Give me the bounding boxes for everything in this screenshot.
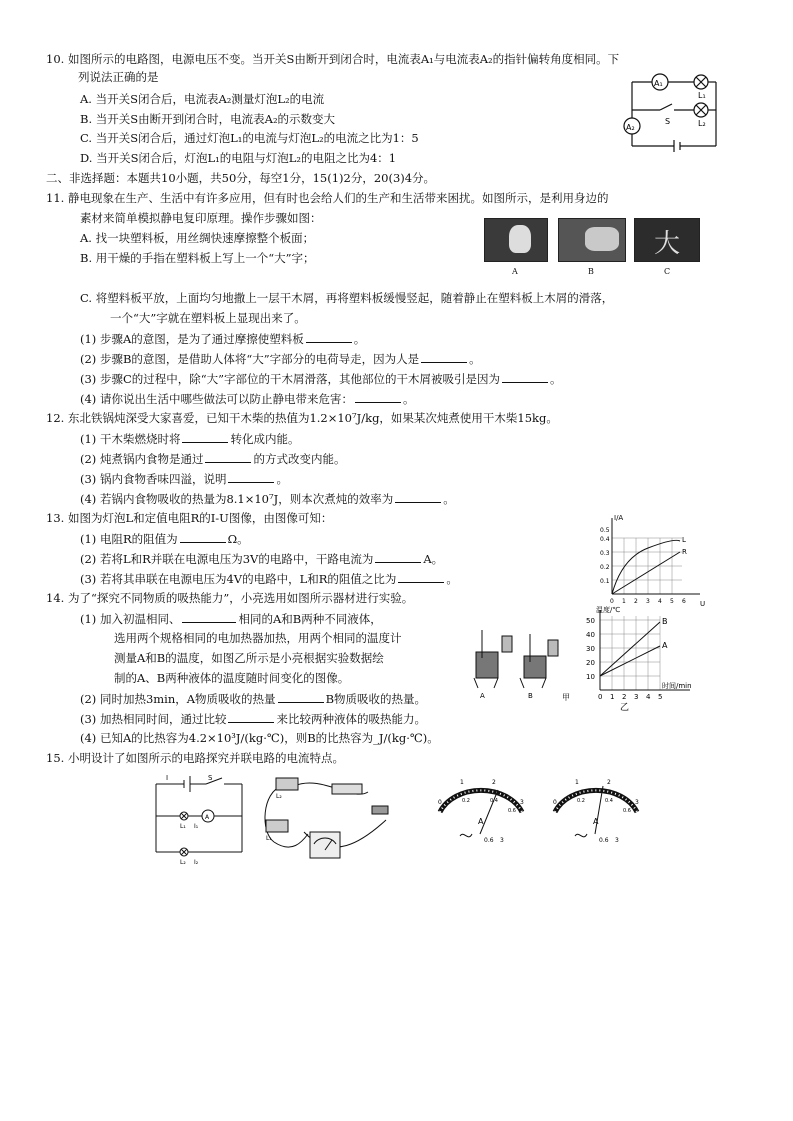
q11-photo-b-label: B	[588, 267, 594, 276]
q11-part-2: (2) 步骤B的意图，是借助人体将“大”字部分的电荷导走，因为人是 。	[80, 352, 481, 366]
q14-part-1-blank[interactable]	[182, 611, 236, 623]
section-2-heading: 二、非选择题：本题共10小题，共50分，每空1分，15(1)2分，20(3)4分。	[46, 171, 436, 185]
q12-part-1	[80, 431, 299, 447]
q11-photo-c	[634, 218, 700, 262]
q14-part-1-text: (1) 加入初温相同、	[80, 612, 181, 626]
q14-ytick: 30	[586, 645, 595, 653]
q14-part-3-tail: 来比较两种液体的吸热能力。	[276, 712, 426, 726]
q15-meter1-sub-04: 0.4	[490, 798, 498, 804]
q13-part-1-blank[interactable]	[180, 531, 226, 543]
q13-xtick: 4	[658, 598, 662, 605]
q14-liquid-a-label: A	[480, 692, 485, 700]
q13-part-1-text: (1) 电阻R的阻值为	[80, 532, 178, 546]
q11-part-4-text: (4) 请你说出生活中哪些做法可以防止静电带来危害：	[80, 392, 353, 406]
q11-step-b: B. 用干燥的手指在塑料板上写上一个“大”字；	[80, 251, 315, 265]
q13-part-1-tail: Ω。	[227, 532, 249, 546]
q13-part-3: (3) 若将其串联在电源电压为4V的电路中，L和R的阻值之比为 。	[80, 572, 458, 586]
q14-graph-ylabel: 温度/℃	[596, 606, 621, 614]
q14-ytick: 10	[586, 673, 595, 681]
q14-stem: 14. 为了“探究不同物质的吸热能力”，小亮选用如图所示器材进行实验。	[46, 591, 414, 605]
q15-meter1-sub-06: 0.6	[508, 808, 516, 814]
q11-da-character: 大	[653, 229, 680, 259]
q15-meter2-tick-2: 2	[607, 779, 611, 786]
q14-part-2-text: (2) 同时加热3min，A物质吸收的热量	[80, 692, 276, 706]
q13-xtick: 5	[670, 598, 674, 605]
q13-part-3-text: (3) 若将其串联在电源电压为4V的电路中，L和R的阻值之比为	[80, 572, 397, 586]
q15-meter2-sub-04: 0.4	[605, 798, 613, 804]
q12-part-1-blank[interactable]	[182, 431, 228, 443]
q13-part-2	[80, 551, 443, 567]
q13-graph-xlabel: U	[700, 600, 706, 608]
q14-graph-xlabel: 时间/min	[662, 682, 692, 690]
q14-part-3	[80, 711, 426, 727]
q14-xtick: 4	[646, 693, 651, 701]
q13-curve-r-label: R	[682, 548, 687, 556]
q11-part-3-text: (3) 步骤C的过程中，除“大”字部位的干木屑滑落，其他部位的干木屑被吸引是因为	[80, 372, 500, 386]
q13-ytick: 0.2	[600, 564, 610, 571]
q11-part-1-blank[interactable]	[306, 331, 352, 343]
q12-part-4-text: (4) 若锅内食物吸收的热量为8.1×10⁷J，则本次煮炖的效率为	[80, 492, 394, 506]
q11-part-2-text: (2) 步骤B的意图，是借助人体将“大”字部分的电荷导走，因为人是	[80, 352, 420, 366]
q15-meter2-sub-06: 0.6	[623, 808, 631, 814]
q13-xtick: 3	[646, 598, 650, 605]
q15-physical-l1-label: L₁	[266, 835, 272, 842]
q15-current-i-label: I	[166, 774, 169, 782]
q12-stem: 12. 东北铁锅炖深受大家喜爱，已知干木柴的热值为1.2×10⁷J/kg，如果某次炖煮使用干木柴15kg。	[46, 411, 558, 425]
q15-ammeter-dial-1	[430, 772, 530, 862]
q12-part-3-blank[interactable]	[228, 471, 274, 483]
q13-ytick: 0.3	[600, 550, 610, 557]
q12-part-2-text: (2) 炖煮锅内食物是通过	[80, 452, 204, 466]
q10-circuit-diagram	[622, 68, 722, 156]
q15-meter1-terminal-06: 0.6	[484, 837, 494, 844]
q15-ammeter-label: A	[205, 814, 210, 821]
q15-ammeter-dial-2	[545, 772, 645, 862]
q14-xtick: 2	[622, 693, 627, 701]
q15-switch-s-label: S	[208, 774, 213, 782]
q14-ytick: 40	[586, 631, 595, 639]
q11-part-1: (1) 步骤A的意图，是为了通过摩擦使塑料板 。	[80, 332, 366, 346]
q13-part-1	[80, 531, 249, 547]
q13-part-2-tail: A。	[423, 552, 444, 566]
q13-iu-graph	[588, 508, 708, 608]
q10-stem-line1: 10. 如图所示的电路图，电源电压不变。当开关S由断开到闭合时，电流表A₁与电流表A₂的指针偏转角度相同。下	[46, 52, 620, 66]
q14-part-1-tail: 相同的A和B两种不同液体，	[238, 612, 382, 626]
q12-part-1-text: (1) 干木柴燃烧时将	[80, 432, 181, 446]
q11-part-3-blank[interactable]	[502, 371, 548, 383]
q12-part-2	[80, 451, 345, 467]
q15-meter1-tick-0: 0	[438, 799, 442, 806]
q14-ytick: 20	[586, 659, 595, 667]
q14-temperature-graph	[578, 606, 708, 712]
q10-ammeter-a1-label: A₁	[654, 79, 663, 88]
q15-meter1-tick-1: 1	[460, 779, 464, 786]
q15-current-i1-label: I₁	[194, 823, 199, 830]
q14-part-3-blank[interactable]	[228, 711, 274, 723]
q10-option-c: C. 当开关S闭合后，通过灯泡L₁的电流与灯泡L₂的电流之比为1：5	[80, 131, 419, 145]
q14-part-1-line2: 选用两个规格相同的电加热器加热，用两个相同的温度计	[114, 631, 402, 645]
q15-meter2-tick-1: 1	[575, 779, 579, 786]
q14-part-2-blank[interactable]	[278, 691, 324, 703]
q10-lamp-l2-label: L₂	[698, 119, 706, 128]
q14-xtick: 3	[634, 693, 639, 701]
q13-curve-l-label: L	[682, 536, 686, 544]
q10-option-a: A. 当开关S闭合后，电流表A₂测量灯泡L₂的电流	[80, 92, 325, 106]
q14-apparatus-figure	[468, 622, 578, 702]
q14-line-a-label: A	[662, 641, 668, 650]
q15-lamp-l1-label: L₁	[180, 823, 186, 830]
q13-xtick: 0	[610, 598, 614, 605]
q11-photo-a	[484, 218, 548, 262]
q14-part-1-line4: 制的A、B两种液体的温度随时间变化的图像。	[114, 671, 350, 685]
q15-current-i2-label: I₂	[194, 859, 199, 864]
q13-part-3-blank[interactable]	[398, 571, 444, 583]
q12-part-4-blank[interactable]	[395, 491, 441, 503]
q15-lamp-l2-label: L₂	[180, 859, 186, 864]
q11-photo-b	[558, 218, 626, 262]
q13-ytick: 0.4	[600, 536, 610, 543]
q13-ytick: 0.5	[600, 527, 610, 534]
q14-line-b-label: B	[662, 617, 668, 626]
q15-meter2-unit: A	[593, 817, 599, 826]
q11-part-3: (3) 步骤C的过程中，除“大”字部位的干木屑滑落，其他部位的干木屑被吸引是因为 。	[80, 372, 562, 386]
q10-option-d: D. 当开关S闭合后，灯泡L₁的电阻与灯泡L₂的电阻之比为4：1	[80, 151, 397, 165]
q15-meter2-terminal-3: 3	[615, 837, 619, 844]
q11-stem-line1: 11. 静电现象在生产、生活中有许多应用，但有时也会给人们的生产和生活带来困扰。如图所示，是利用身边的	[46, 191, 609, 205]
q14-xtick: 1	[610, 693, 615, 701]
q11-part-2-blank[interactable]	[421, 351, 467, 363]
q13-xtick: 2	[634, 598, 638, 605]
q12-part-2-tail: 的方式改变内能。	[253, 452, 346, 466]
q15-meter1-unit: A	[478, 817, 484, 826]
q10-switch-label: S	[665, 117, 671, 126]
q15-meter1-sub-02: 0.2	[462, 798, 470, 804]
q11-part-4: (4) 请你说出生活中哪些做法可以防止静电带来危害： 。	[80, 392, 415, 406]
q11-photo-c-label: C	[664, 267, 671, 276]
q15-meter2-tick-3: 3	[635, 799, 639, 806]
q15-meter2-sub-02: 0.2	[577, 798, 585, 804]
q14-part-3-text: (3) 加热相同时间，通过比较	[80, 712, 227, 726]
q13-xtick: 6	[682, 598, 686, 605]
q11-part-4-blank[interactable]	[355, 391, 401, 403]
q14-part-1-line3: 测量A和B的温度，如图乙所示是小亮根据实验数据绘	[114, 651, 384, 665]
q14-figure-yi-label: 乙	[620, 703, 630, 712]
q12-part-4: (4) 若锅内食物吸收的热量为8.1×10⁷J，则本次煮炖的效率为 。	[80, 492, 455, 506]
q15-physical-l2-label: L₂	[276, 793, 282, 800]
q13-stem: 13. 如图为灯泡L和定值电阻R的I-U图像，由图像可知：	[46, 511, 333, 525]
q11-stem-line2: 素材来简单模拟静电复印原理。操作步骤如图：	[80, 211, 322, 225]
q14-figure-jia-label: 甲	[562, 693, 570, 702]
q10-option-b: B. 当开关S由断开到闭合时，电流表A₂的示数变大	[80, 112, 336, 126]
q14-part-2	[80, 691, 426, 707]
q10-lamp-l1-label: L₁	[698, 91, 706, 100]
q13-graph-ylabel: I/A	[614, 514, 624, 522]
q14-xtick: 5	[658, 693, 663, 701]
q11-step-c-line2: 一个“大”字就在塑料板上显现出来了。	[110, 311, 306, 325]
q15-meter1-terminal-3: 3	[500, 837, 504, 844]
q14-liquid-b-label: B	[528, 692, 533, 700]
q15-meter1-tick-3: 3	[520, 799, 524, 806]
q14-xtick: 0	[598, 693, 603, 701]
q15-circuit-schematic	[150, 772, 250, 864]
q12-part-1-tail: 转化成内能。	[230, 432, 300, 446]
q15-meter1-tick-2: 2	[492, 779, 496, 786]
q11-photo-a-label: A	[512, 267, 518, 276]
q14-part-4: (4) 已知A的比热容为4.2×10³J/(kg·℃)，则B的比热容为_J/(kg·℃)。	[80, 731, 439, 745]
q14-part-1-line1	[80, 611, 382, 627]
q13-part-2-text: (2) 若将L和R并联在电源电压为3V的电路中，干路电流为	[80, 552, 374, 566]
q10-stem-line2: 列说法正确的是	[78, 70, 159, 84]
q11-part-1-text: (1) 步骤A的意图，是为了通过摩擦使塑料板	[80, 332, 304, 346]
q15-meter2-tick-0: 0	[553, 799, 557, 806]
q13-ytick: 0.1	[600, 578, 610, 585]
q14-ytick: 50	[586, 617, 595, 625]
q12-part-3-text: (3) 锅内食物香味四溢，说明	[80, 472, 227, 486]
q15-physical-circuit	[252, 772, 402, 864]
q11-step-a: A. 找一块塑料板，用丝绸快速摩擦整个板面；	[80, 231, 315, 245]
q10-ammeter-a2-label: A₂	[626, 123, 635, 132]
q11-step-c-line1: C. 将塑料板平放，上面均匀地撒上一层干木屑，再将塑料板缓慢竖起，随着静止在塑料板上木屑的滑落，	[80, 291, 614, 305]
q15-stem: 15. 小明设计了如图所示的电路探究并联电路的电流特点。	[46, 751, 344, 765]
q13-xtick: 1	[622, 598, 626, 605]
q12-part-3: (3) 锅内食物香味四溢，说明 。	[80, 472, 288, 486]
q12-part-2-blank[interactable]	[205, 451, 251, 463]
q15-meter2-terminal-06: 0.6	[599, 837, 609, 844]
q13-part-2-blank[interactable]	[375, 551, 421, 563]
q14-part-2-tail: B物质吸收的热量。	[325, 692, 427, 706]
